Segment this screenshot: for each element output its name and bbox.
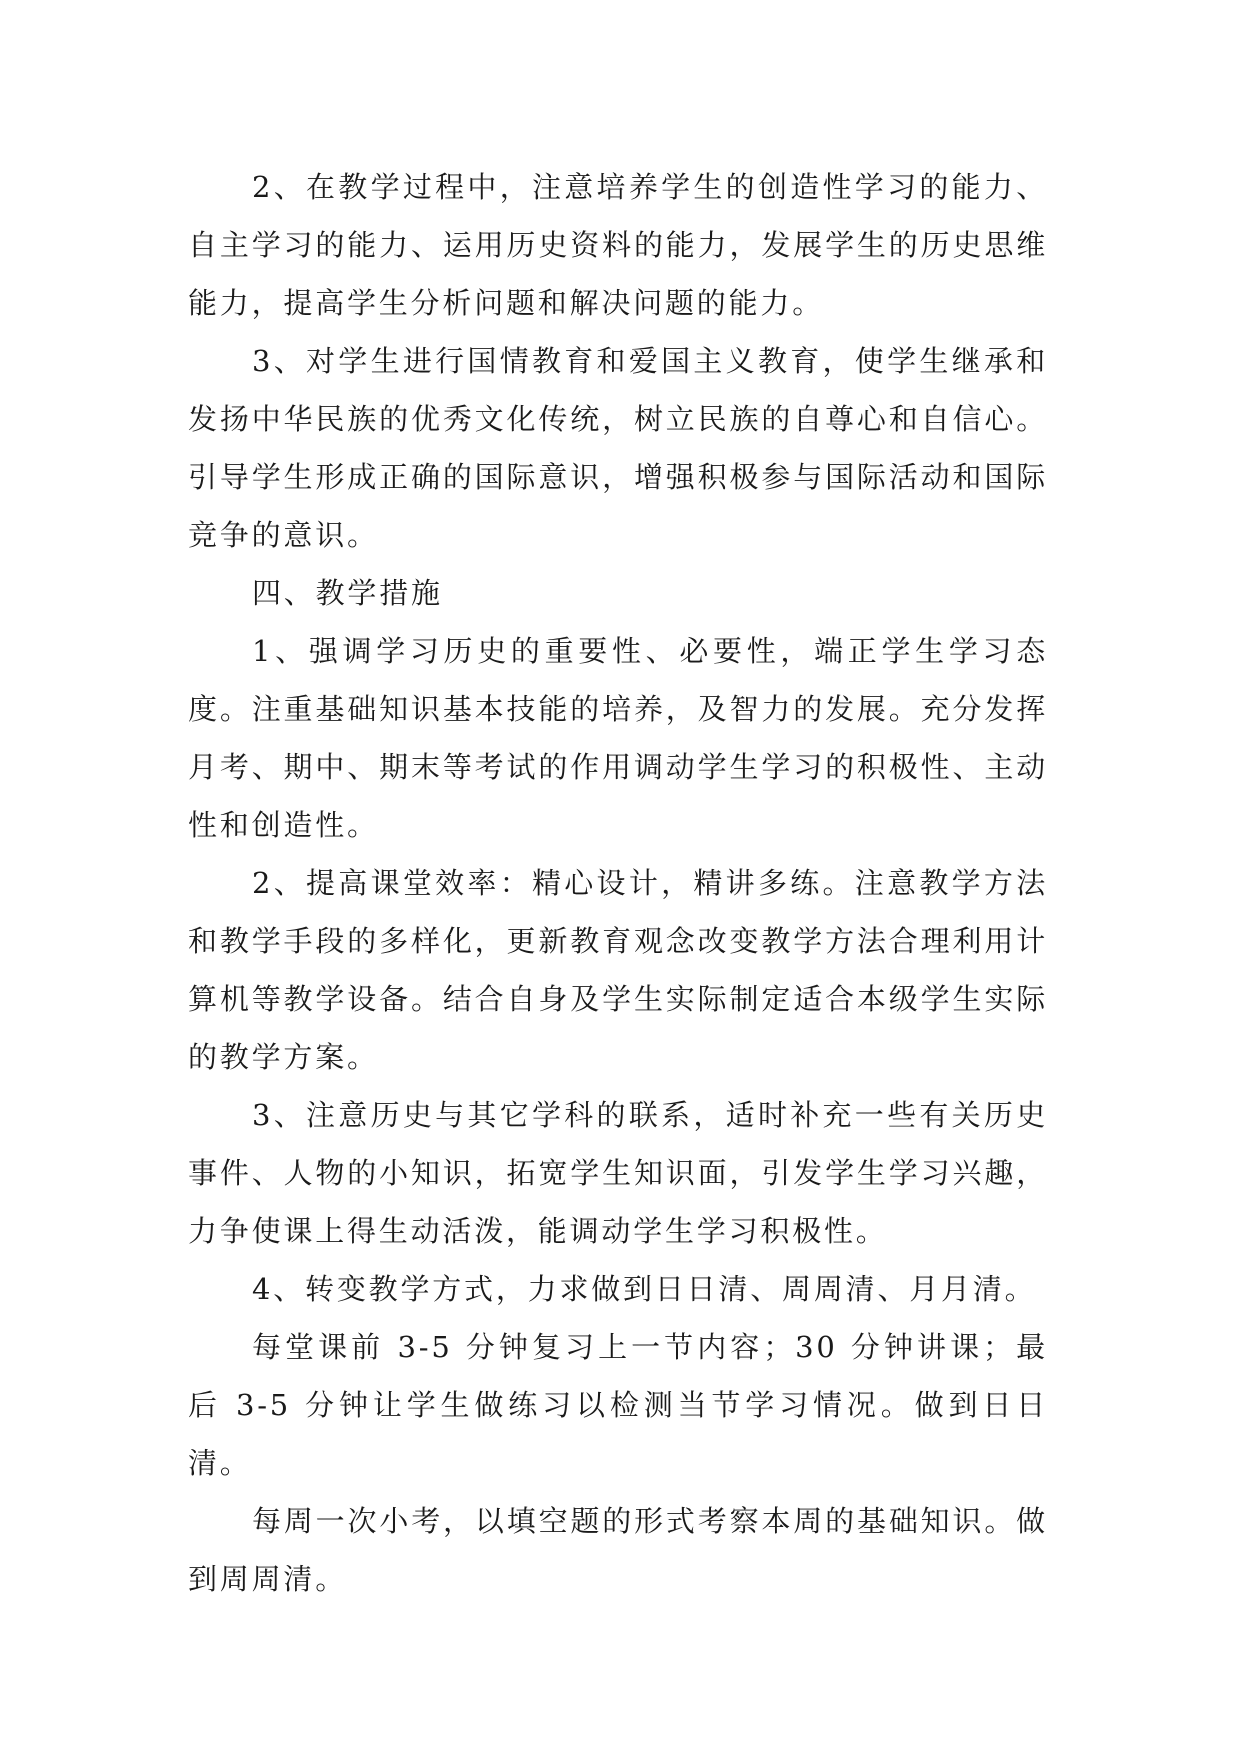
section-heading-measures: 四、教学措施 [252,576,443,610]
paragraph-measure-1: 1、强调学习历史的重要性、必要性，端正学生学习态度。注重基础知识基本技能的培养，及智力的发展。充分发挥月考、期中、期末等考试的作用调动学生学习的积极性、主动性和创造性。 [188,634,1048,842]
paragraph-goal-3: 3、对学生进行国情教育和爱国主义教育，使学生继承和发扬中华民族的优秀文化传统，树立民族的自尊心和自信心。引导学生形成正确的国际意识，增强积极参与国际活动和国际竞争的意识。 [188,344,1048,552]
document-body [188,158,1048,1608]
paragraph-measure-4: 4、转变教学方式，力求做到日日清、周周清、月月清。 [252,1272,1037,1306]
paragraph-goal-2: 2、在教学过程中，注意培养学生的创造性学习的能力、自主学习的能力、运用历史资料的能力，发展学生的历史思维能力，提高学生分析问题和解决问题的能力。 [188,170,1048,320]
paragraph-daily-review: 每堂课前 3-5 分钟复习上一节内容；30 分钟讲课；最后 3-5 分钟让学生做练习以检测当节学习情况。做到日日清。 [188,1330,1048,1480]
paragraph-measure-2: 2、提高课堂效率：精心设计，精讲多练。注意教学方法和教学手段的多样化，更新教育观念改变教学方法合理利用计算机等教学设备。结合自身及学生实际制定适合本级学生实际的教学方案。 [188,866,1048,1074]
paragraph-measure-3: 3、注意历史与其它学科的联系，适时补充一些有关历史事件、人物的小知识，拓宽学生知识面，引发学生学习兴趣，力争使课上得生动活泼，能调动学生学习积极性。 [188,1098,1048,1248]
paragraph-weekly-quiz: 每周一次小考，以填空题的形式考察本周的基础知识。做到周周清。 [188,1504,1048,1596]
